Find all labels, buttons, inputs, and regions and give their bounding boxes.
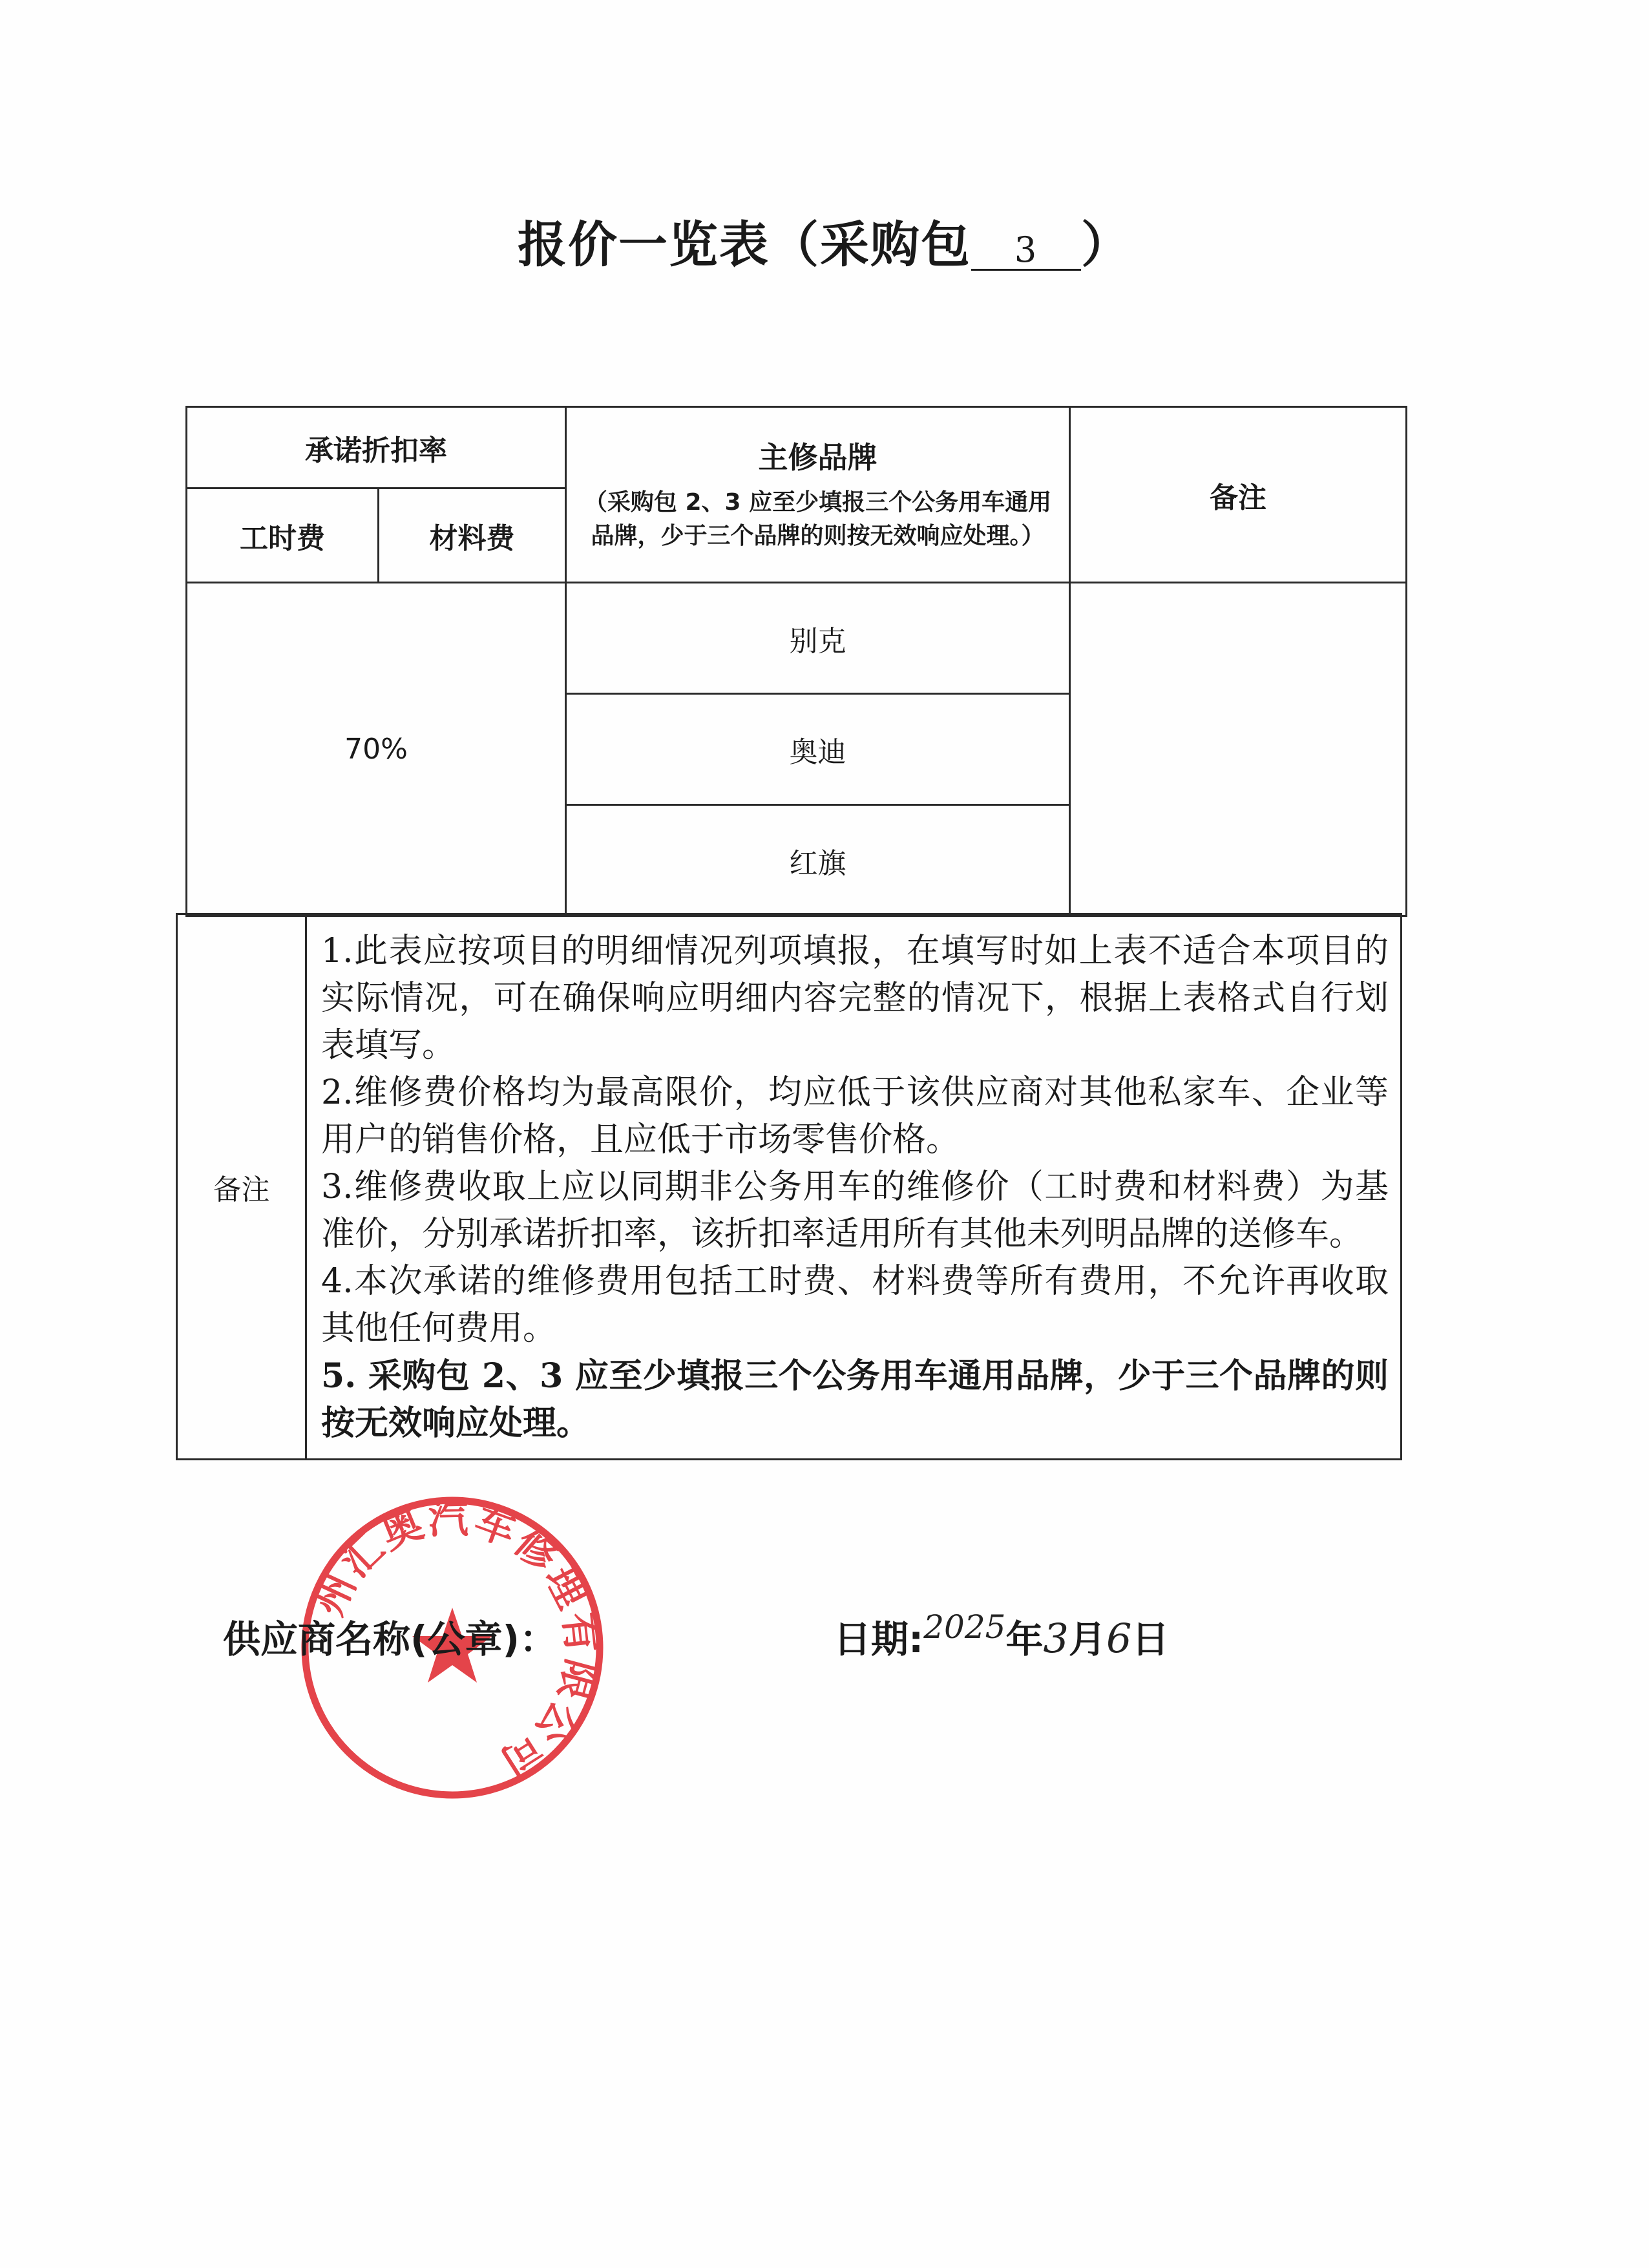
brand-cell: 红旗 (566, 805, 1070, 916)
notes-table (176, 913, 1402, 1460)
day-unit: 日 (1131, 1617, 1170, 1661)
notes-body (306, 914, 1402, 1460)
note-item: 2.维修费价格均为最高限价，均应低于该供应商对其他私家车、企业等用户的销售价格，且应低于市场零售价格。 (321, 1073, 1389, 1159)
labor-header: 工时费 (187, 488, 379, 583)
brand-header-note: （采购包 2、3 应至少填报三个公务用车通用品牌，少于三个品牌的则按无效响应处理。） (583, 488, 1052, 549)
year-unit: 年 (1005, 1617, 1044, 1661)
quote-table (185, 406, 1407, 917)
note-item-bold: 5. 采购包 2、3 应至少填报三个公务用车通用品牌，少于三个品牌的则按无效响应处理。 (321, 1356, 1389, 1443)
remark-value (1070, 583, 1407, 916)
note-item: 4.本次承诺的维修费用包括工时费、材料费等所有费用，不允许再收取其他任何费用。 (321, 1262, 1389, 1348)
page-title (0, 205, 1649, 276)
date-year: 2025 (923, 1608, 1006, 1646)
title-suffix: ） (1081, 216, 1131, 273)
note-item: 3.维修费收取上应以同期非公务用车的维修价（工时费和材料费）为基准价，分别承诺折扣率，该折扣率适用所有其他未列明品牌的送修车。 (321, 1168, 1389, 1254)
discount-value: 70% (187, 583, 566, 916)
note-item: 1.此表应按项目的明细情况列项填报，在填写时如上表不适合本项目的实际情况，可在确保响应明细内容完整的情况下，根据上表格式自行划表填写。 (321, 932, 1389, 1065)
supplier-label: 供应商名称(公章)： (223, 1617, 558, 1661)
discount-header: 承诺折扣率 (187, 407, 566, 488)
date-label: 日期: (834, 1617, 924, 1661)
signature-date (834, 1609, 1169, 1663)
brand-header-cell (566, 407, 1070, 583)
date-day: 6 (1106, 1615, 1132, 1662)
title-prefix: 报价一览表（采购包 (518, 216, 971, 273)
date-month: 3 (1043, 1615, 1069, 1662)
brand-cell: 别克 (566, 583, 1070, 694)
remark-header: 备注 (1070, 407, 1407, 583)
material-header: 材料费 (379, 488, 566, 583)
table-header-row (187, 407, 1407, 488)
notes-label: 备注 (177, 914, 306, 1460)
month-unit: 月 (1068, 1617, 1106, 1661)
supplier-signature (223, 1609, 557, 1663)
seal-text: 州汇奥汽车修理有限公司 (305, 1495, 607, 1788)
brand-cell: 奥迪 (566, 694, 1070, 805)
brand-header: 主修品牌 (758, 439, 877, 475)
table-row (187, 583, 1407, 694)
package-number: 3 (971, 231, 1081, 271)
